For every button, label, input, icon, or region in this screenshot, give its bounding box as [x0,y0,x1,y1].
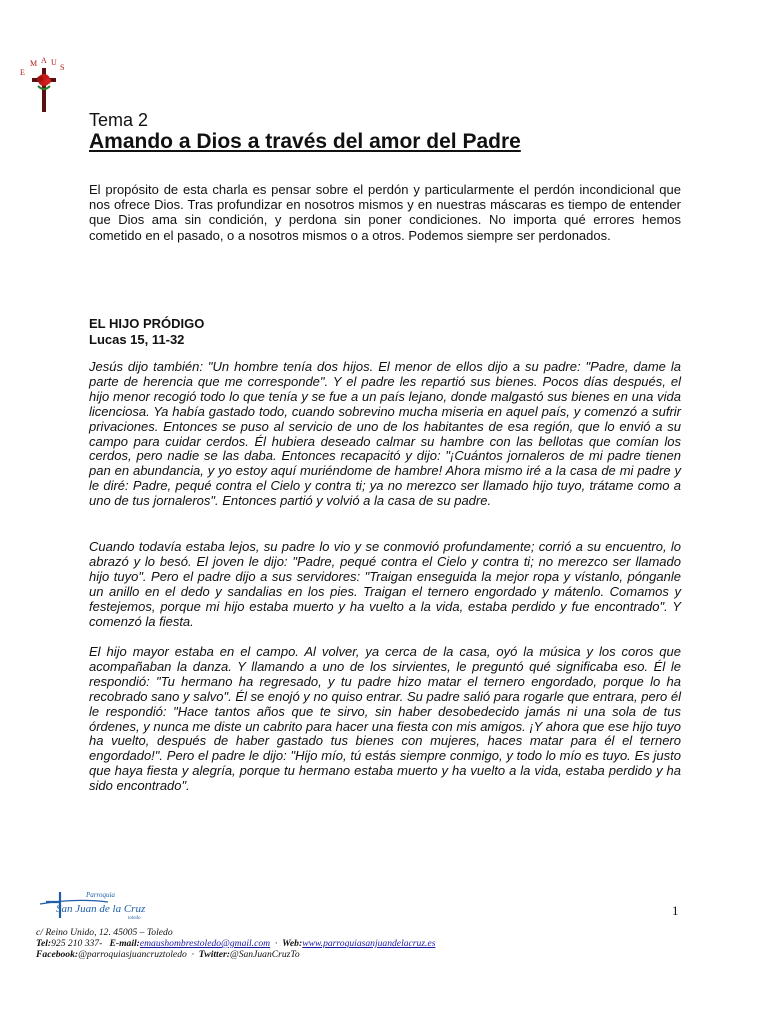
emaus-logo [12,50,76,114]
tel-value: 925 210 337 [51,938,100,949]
scripture-reference: Lucas 15, 11-32 [89,332,185,347]
facebook-label: Facebook: [36,949,79,960]
footer-contact [36,927,596,960]
footer-contact-line: Tel:925 210 337- E-mail:emaushombrestoledo@gmail.com · Web:www.parroquiasanjuandelacruz.es [36,938,436,949]
email-link[interactable]: emaushombrestoledo@gmail.com [139,938,271,949]
web-link[interactable]: www.parroquiasanjuandelacruz.es [302,938,436,949]
document-body [89,110,681,794]
twitter-handle: @SanJuanCruzTo [229,949,300,960]
scripture-paragraph-1: Jesús dijo también: "Un hombre tenía dos hijos. El menor de ellos dijo a su padre: "Padre, dame la parte de herencia que me corresponde". Y el padre les repartió sus bienes. Pocos días después, el hijo menor recogió todo lo que tenía y se fue a un país lejano, donde malgastó sus bienes en una vida licenciosa. Ya había gastado todo, cuando sobrevino mucha miseria en aquel país, y comenzó a sufrir privaciones. Entonces se puso al servicio de uno de los habitantes de esa región, que lo envió a su campo para cuidar cerdos. Él hubiera deseado calmar su hambre con las bellotas que comían los cerdos, pero nadie se las daba. Entonces recapacitó y dijo: "¡Cuántos jornaleros de mi padre tienen pan en abundancia, y yo estoy aquí muriéndome de hambre! Ahora mismo iré a la casa de mi padre y le diré: Padre, pequé contra el Cielo y contra ti; ya no merezco ser llamado hijo tuyo, trátame como a uno de tus jornaleros". Entonces partió y volvió a la casa de su padre. [89,359,681,509]
twitter-label: Twitter: [198,949,230,960]
topic-number: Tema 2 [89,110,149,130]
email-label: E-mail: [109,938,140,949]
separator: · [191,949,194,960]
footer-social-line [36,949,596,960]
section-title: EL HIJO PRÓDIGO [89,316,205,331]
parish-logo-main: San Juan de la Cruz [56,903,146,915]
separator: · [274,938,278,949]
emaus-logo-text: E M A U S [20,56,65,77]
document-title: Amando a Dios a través del amor del Padre [89,130,521,153]
intro-paragraph: El propósito de esta charla es pensar sobre el perdón y particularmente el perdón incondicional que nos ofrece Dios. Tras profundizar en nosotros mismos y en nuestras máscaras es tiempo de entender que Dios ama sin condición, y perdona sin poner condiciones. No importa qué errores hemos cometido en el pasado, o a nosotros mismos o a otros. Podemos siempre ser perdonados. [89,182,681,243]
parish-logo-city: toledo [128,916,141,921]
scripture-paragraph-2: Cuando todavía estaba lejos, su padre lo vio y se conmovió profundamente; corrió a su encuentro, lo abrazó y lo besó. El joven le dijo: "Padre, pequé contra el Cielo y contra ti; no merezco ser llamado hijo tuyo". Pero el padre dijo a sus servidores: "Traigan enseguida la mejor ropa y vístanlo, pónganle un anillo en el dedo y sandalias en los pies. Traigan el ternero engordado y mátenlo. Comamos y festejemos, porque mi hijo estaba muerto y ha vuelto a la vida, estaba perdido y fue encontrado". Y comenzó la fiesta. [89,539,681,629]
parish-logo-small: Parroquia [86,891,115,899]
tel-label: Tel: [36,938,52,949]
web-label: Web: [282,938,303,949]
facebook-handle: @parroquiasjuancruztoledo [78,949,187,960]
page-number: 1 [672,903,679,918]
footer-address: c/ Reino Unido, 12. 45005 – Toledo [36,927,173,938]
section-heading [89,316,204,348]
parish-logo [36,888,156,922]
scripture-paragraph-3: El hijo mayor estaba en el campo. Al volver, ya cerca de la casa, oyó la música y los coros que acompañaban la danza. Y llamando a uno de los sirvientes, le preguntó qué significaba eso. Él le respondió: "Tu hermano ha regresado, y tu padre hizo matar el ternero engordado, porque lo ha recobrado sano y salvo". Él se enojó y no quiso entrar. Su padre salió para rogarle que entrara, pero él le respondió: "Hace tantos años que te sirvo, sin haber desobedecido jamás ni una sola de tus órdenes, y nunca me diste un cabrito para hacer una fiesta con mis amigos. ¡Y ahora que ese hijo tuyo ha vuelto, después de haber gastado tus bienes con mujeres, haces matar para él el ternero engordado!". Pero el padre le dijo: "Hijo mío, tú estás siempre conmigo, y todo lo mío es tuyo. Es justo que haya fiesta y alegría, porque tu hermano estaba muerto y ha vuelto a la vida, estaba perdido y ha sido encontrado". [89,644,681,794]
